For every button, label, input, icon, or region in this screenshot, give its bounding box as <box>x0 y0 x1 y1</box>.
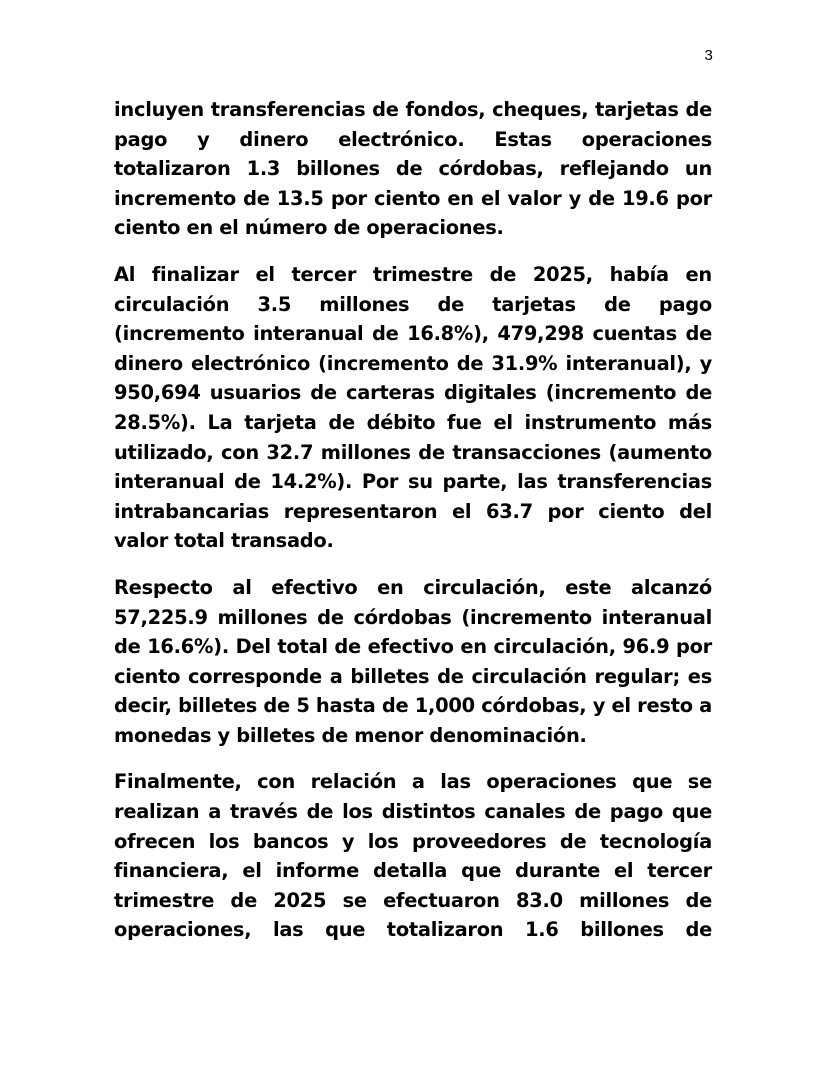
body-paragraph-1: incluyen transferencias de fondos, cheques, tarjetas de pago y dinero electrónico. Estas operaciones totalizaron 1.3 billones de córdobas, reflejando un incremento de 13.5 por ciento en el valor y de 19.6 por ciento en el número de operaciones. <box>114 98 712 240</box>
body-paragraph-3: Respecto al efectivo en circulación, este alcanzó 57,225.9 millones de córdobas (incremento interanual de 16.6%). Del total de efectivo en circulación, 96.9 por ciento corresponde a billetes de circulación regular; es decir, billetes de 5 hasta de 1,000 córdobas, y el resto a monedas y billetes de menor denominación. <box>114 575 712 747</box>
page-number: 3 <box>704 47 713 64</box>
document-body <box>114 95 712 975</box>
body-paragraph-2: Al finalizar el tercer trimestre de 2025, había en circulación 3.5 millones de tarjetas de pago (incremento interanual de 16.8%), 479,298 cuentas de dinero electrónico (incremento de 31.9% interanual), y 950,694 usuarios de carteras digitales (incremento de 28.5%). La tarjeta de débito fue el instrumento más utilizado, con 32.7 millones de transacciones (aumento interanual de 14.2%). Por su parte, las transferencias intrabancarias representaron el 63.7 por ciento del valor total transado. <box>114 262 712 553</box>
body-paragraph-4: Finalmente, con relación a las operaciones que se realizan a través de los distintos canales de pago que ofrecen los bancos y los proveedores de tecnología financiera, el informe detalla que durante el tercer trimestre de 2025 se efectuaron 83.0 millones de operaciones, las que totalizaron 1.6 billones de <box>114 770 712 942</box>
